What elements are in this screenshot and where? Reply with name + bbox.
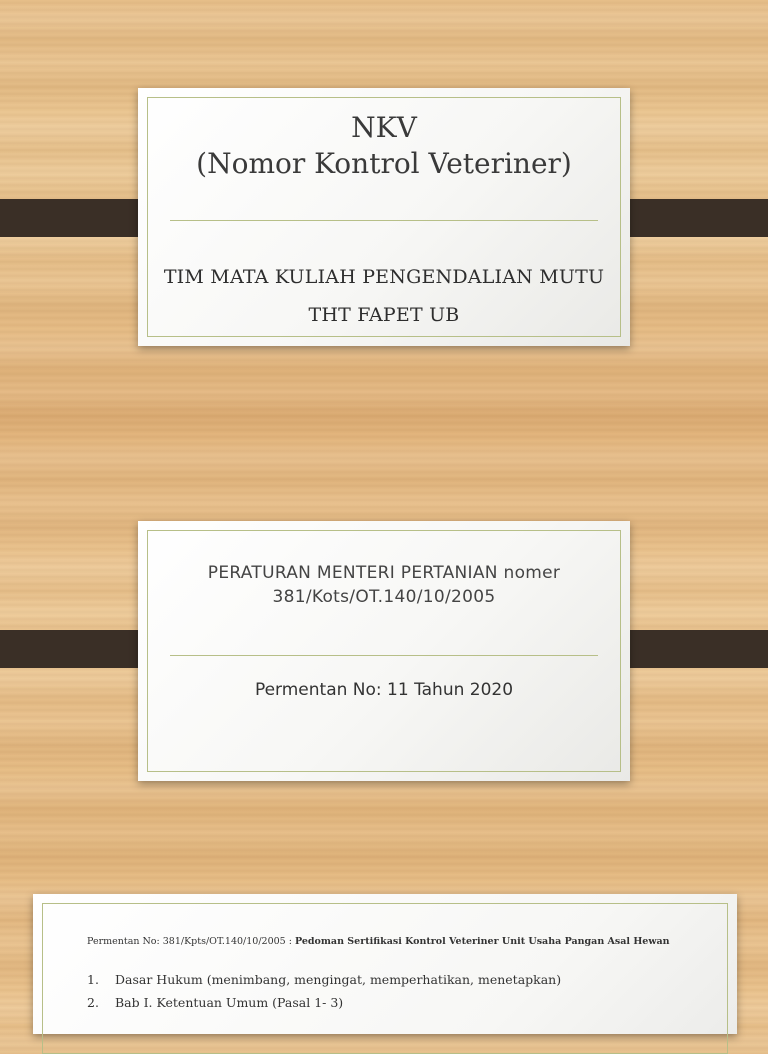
- reference-title: Pedoman Sertifikasi Kontrol Veteriner Unit Usaha Pangan Asal Hewan: [294, 936, 670, 947]
- list-item-text: Bab I. Ketentuan Umum (Pasal 1- 3): [115, 995, 344, 1010]
- regulation-card: [138, 521, 630, 781]
- slide-title: [138, 110, 630, 182]
- title-line-1: NKV: [351, 111, 417, 144]
- regulation-subtitle: [138, 680, 630, 700]
- decorative-bar-left: [0, 630, 155, 668]
- title-line-2: (Nomor Kontrol Veteriner): [196, 147, 572, 180]
- decorative-bar-right: [613, 630, 768, 668]
- subtitle-line-2: THT FAPET UB: [308, 304, 460, 326]
- list-item-number: 1.: [87, 972, 99, 987]
- reference-prefix: Permentan No: 381/Kpts/OT.140/10/2005 :: [87, 936, 292, 947]
- regulation-title: [138, 561, 630, 609]
- regulation-title-caps: PERATURAN MENTERI PERTANIAN: [207, 563, 498, 583]
- slide-3: [33, 894, 737, 1034]
- list-item-number: 2.: [87, 995, 99, 1010]
- regulation-title-rest: nomer: [503, 563, 561, 583]
- content-list: [87, 972, 561, 1018]
- subtitle-line-1: TIM MATA KULIAH PENGENDALIAN MUTU: [163, 266, 605, 288]
- list-item: [87, 972, 561, 995]
- regulation-subtitle-text: Permentan No: 11 Tahun 2020: [254, 680, 514, 700]
- slide-subtitle: [138, 258, 630, 334]
- decorative-bar-left: [0, 199, 155, 237]
- divider-rule: [170, 655, 598, 656]
- list-item: [87, 995, 561, 1018]
- title-card: [138, 88, 630, 346]
- divider-rule: [170, 220, 598, 221]
- list-item-text: Dasar Hukum (menimbang, mengingat, memperhatikan, menetapkan): [115, 972, 562, 987]
- regulation-number: 381/Kots/OT.140/10/2005: [272, 587, 496, 607]
- decorative-bar-right: [613, 199, 768, 237]
- regulation-reference: [87, 936, 670, 947]
- slide-2: [0, 430, 768, 860]
- slide-1: [0, 0, 768, 430]
